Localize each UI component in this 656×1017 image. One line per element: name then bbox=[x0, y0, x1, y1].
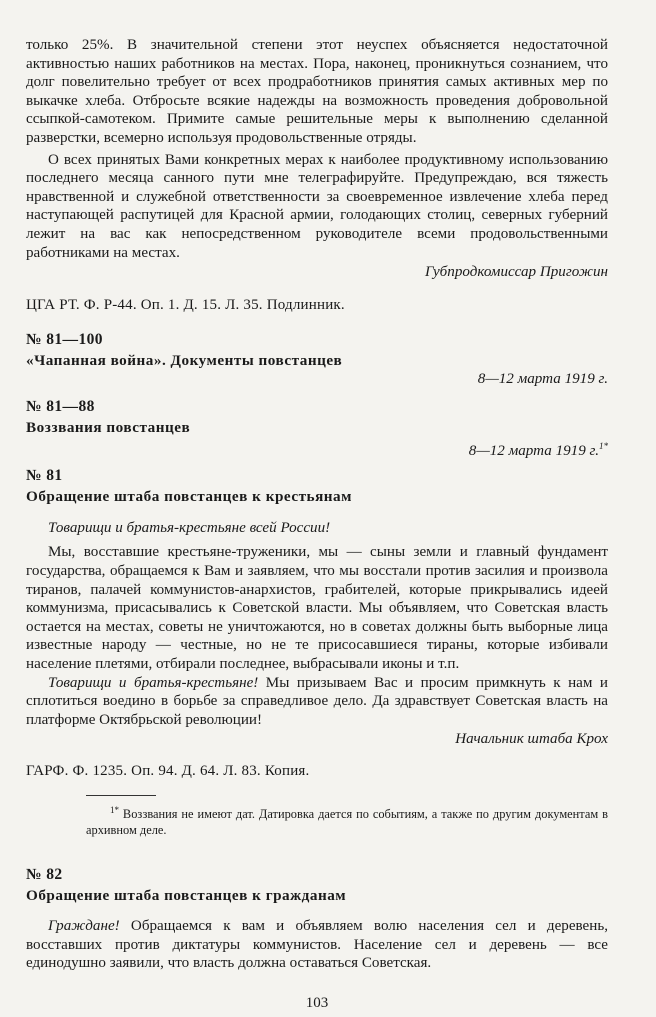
page-number: 103 bbox=[305, 994, 329, 1011]
continuation-paragraph: только 25%. В значительной степени этот неуспех объясняется недостаточной активностью наших работников на местах. Пора, наконец, проникнуться сознанием, что долг повелительно требует от всех продработников принятия самых активных мер по выкачке хлеба. Отбросьте всякие надежды на возможность проведения добровольной ссыпкой-самотеком. Примите самые решительные меры к выполнению сделанной разверстки, всемерно используя продовольственные отряды. bbox=[26, 37, 608, 146]
doc81-paragraph-2 bbox=[26, 674, 608, 730]
doc81-title: Обращение штаба повстанцев к крестьянам bbox=[26, 487, 352, 505]
section-date: 8—12 марта 1919 г. bbox=[477, 370, 608, 387]
doc81-paragraph-2-lead: Товарищи и братья-крестьяне! bbox=[48, 674, 259, 691]
subsection-date-text: 8—12 марта 1919 г. bbox=[468, 442, 599, 459]
footnote bbox=[26, 802, 608, 838]
doc81-paragraph-1: Мы, восставшие крестьяне-труженики, мы — сыны земли и главный фундамент государства, обращаемся к Вам и заявляем, что мы восстали против засилия и произвола тиранов, палачей коммунистов-анархистов, грабителей, которые прикрывались идеей коммунизма, присасывались к Советской власти. Мы объявляем, что Советская власть остается на местах, советы не уничтожаются, но в советах должны быть выборные лица известные народу — честные, но не те присосавшиеся тираны, которые избивали население плетями, отбирали последнее, выбрасывали иконы и т.п. bbox=[26, 544, 608, 672]
footnote-mark: 1* bbox=[110, 804, 119, 815]
doc81-number: № 81 bbox=[26, 466, 63, 484]
continuation-paragraph-2: О всех принятых Вами конкретных мерах к наиболее продуктивному использованию последнего месяца санного пути мне телеграфируйте. Предупреждаю, вся тяжесть нравственной и служебной ответственности за своевременное извлечение хлеба перед наступающей распутицей для Красной армии, голодающих столиц, северных губерний лежит на вас как непосредственном руководителе всеми продовольственными работниками на местах. bbox=[26, 151, 608, 261]
footnote-ref: 1* bbox=[599, 440, 608, 451]
archive-source-1: ЦГА РТ. Ф. Р-44. Оп. 1. Д. 15. Л. 35. Подлинник. bbox=[26, 296, 345, 313]
doc81-salutation: Товарищи и братья-крестьяне всей России! bbox=[48, 519, 331, 536]
signature-krokh: Начальник штаба Крох bbox=[455, 731, 608, 748]
subsection-title: Воззвания повстанцев bbox=[26, 418, 191, 436]
section-title: «Чапанная война». Документы повстанцев bbox=[26, 351, 343, 369]
doc82-text: Обращаемся к вам и объявляем волю населения сел и деревень, восставших против диктатуры коммунистов. Население сел и деревень — все единодушно заявили, что власть должна оставаться Советская. bbox=[26, 918, 608, 972]
archive-source-2: ГАРФ. Ф. 1235. Оп. 94. Д. 64. Л. 83. Копия. bbox=[26, 762, 310, 779]
doc82-lead: Граждане! bbox=[48, 918, 120, 934]
subsection-number: № 81—88 bbox=[26, 397, 95, 415]
section-number: № 81—100 bbox=[26, 330, 103, 348]
footnote-divider bbox=[86, 795, 156, 796]
doc82-number: № 82 bbox=[26, 866, 63, 883]
doc81-paragraph-2-text: Мы призываем Вас и просим примкнуть к нам и сплотиться воедино в борьбе за справедливое дело. Да здравствует Советская власть на платформе Октябрьской революции! bbox=[26, 674, 608, 728]
signature-prigozhin: Губпродкомиссар Пригожин bbox=[425, 264, 608, 281]
doc82-title: Обращение штаба повстанцев к гражданам bbox=[26, 887, 347, 904]
footnote-text: Воззвания не имеют дат. Датировка дается по событиям, а также по другим документам в архивном деле. bbox=[86, 807, 608, 837]
doc82-paragraph bbox=[26, 917, 608, 973]
subsection-date bbox=[26, 437, 608, 461]
